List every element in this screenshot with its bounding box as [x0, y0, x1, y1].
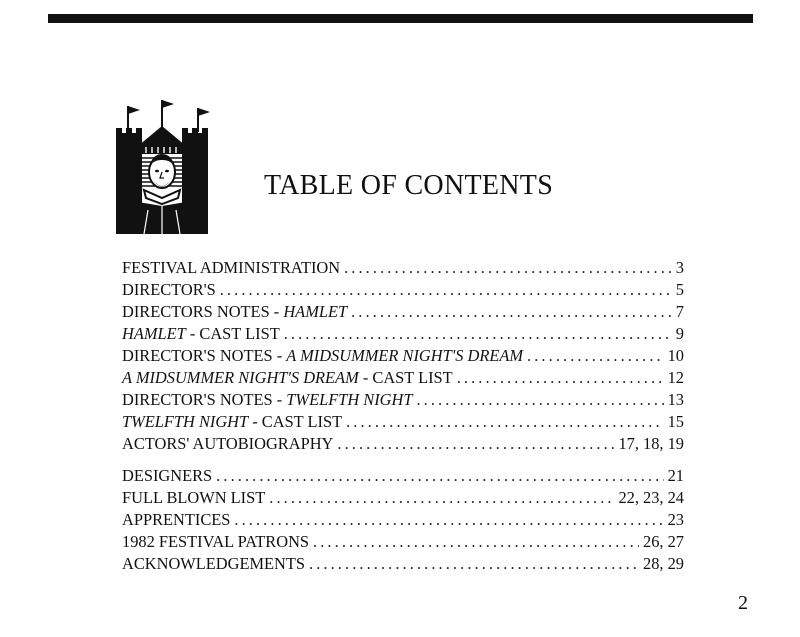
- toc-entry: [122, 411, 684, 433]
- toc-entry-page: 9: [675, 324, 684, 343]
- toc-entry: [122, 487, 684, 509]
- toc-entry-label: [122, 411, 342, 433]
- toc-entry: [122, 279, 684, 301]
- toc-entry-page: 13: [667, 390, 684, 409]
- toc-entry-label: [122, 345, 523, 367]
- toc-entry: [122, 553, 684, 575]
- toc-entry-title-italic: TWELFTH NIGHT: [122, 412, 249, 431]
- toc-leader-dots: [216, 465, 663, 487]
- toc-entry-label: [122, 553, 305, 575]
- toc-gap: [122, 455, 684, 465]
- toc-leader-dots: [346, 411, 664, 433]
- toc-leader-dots: [527, 345, 664, 367]
- toc-group: [122, 257, 684, 455]
- toc-entry-label: [122, 509, 230, 531]
- toc-leader-dots: [351, 301, 672, 323]
- toc-entry-label-suffix: - CAST LIST: [358, 368, 453, 387]
- toc-entry-page: 7: [675, 302, 684, 321]
- table-of-contents: [122, 257, 684, 575]
- top-rule: [48, 14, 753, 23]
- toc-entry-page: 12: [667, 368, 684, 387]
- toc-entry-label: [122, 279, 216, 301]
- toc-entry-label-text: DIRECTOR'S: [122, 280, 216, 299]
- toc-entry-label: [122, 323, 280, 345]
- toc-entry-label-text: FULL BLOWN LIST: [122, 488, 266, 507]
- toc-leader-dots: [269, 487, 614, 509]
- toc-entry-title-italic: TWELFTH NIGHT: [286, 390, 413, 409]
- toc-entry-page: 21: [667, 466, 684, 485]
- toc-leader-dots: [344, 257, 672, 279]
- toc-entry-label-text: DIRECTOR'S NOTES -: [122, 390, 287, 409]
- toc-entry-title-italic: A MIDSUMMER NIGHT'S DREAM: [286, 346, 524, 365]
- toc-entry: [122, 367, 684, 389]
- toc-leader-dots: [220, 279, 672, 301]
- page-title: TABLE OF CONTENTS: [264, 170, 554, 201]
- toc-entry-page: 10: [667, 346, 684, 365]
- toc-leader-dots: [309, 553, 639, 575]
- toc-leader-dots: [234, 509, 663, 531]
- toc-entry-label: [122, 301, 347, 323]
- toc-leader-dots: [337, 433, 614, 455]
- toc-entry-page: 22, 23, 24: [618, 488, 684, 507]
- toc-leader-dots: [457, 367, 664, 389]
- toc-entry-title-italic: A MIDSUMMER NIGHT'S DREAM: [122, 368, 359, 387]
- toc-entry: [122, 257, 684, 279]
- toc-entry: [122, 531, 684, 553]
- toc-entry-label-text: ACTORS' AUTOBIOGRAPHY: [122, 434, 334, 453]
- toc-entry: [122, 323, 684, 345]
- toc-entry-label-text: DIRECTORS NOTES -: [122, 302, 284, 321]
- castle-shakespeare-icon: [108, 98, 216, 240]
- toc-entry-label-text: 1982 FESTIVAL PATRONS: [122, 532, 310, 551]
- toc-leader-dots: [313, 531, 639, 553]
- toc-entry-page: 5: [675, 280, 684, 299]
- toc-entry-label-text: DESIGNERS: [122, 466, 213, 485]
- page-number: 2: [738, 592, 748, 614]
- toc-entry-label-suffix: - CAST LIST: [248, 412, 343, 431]
- toc-entry-page: 17, 18, 19: [618, 434, 684, 453]
- toc-entry-title-italic: HAMLET: [283, 302, 348, 321]
- toc-entry: [122, 389, 684, 411]
- toc-entry-label: [122, 487, 265, 509]
- toc-entry: [122, 301, 684, 323]
- toc-entry-label-text: ACKNOWLEDGEMENTS: [122, 554, 306, 573]
- toc-entry: [122, 433, 684, 455]
- toc-entry-page: 26, 27: [643, 532, 684, 551]
- toc-entry: [122, 465, 684, 487]
- toc-entry: [122, 345, 684, 367]
- toc-entry-page: 15: [667, 412, 684, 431]
- toc-entry-label: [122, 531, 309, 553]
- toc-group: [122, 465, 684, 575]
- toc-entry-page: 3: [675, 258, 684, 277]
- toc-entry-label: [122, 465, 212, 487]
- toc-entry-label: [122, 367, 453, 389]
- toc-entry-label-text: DIRECTOR'S NOTES -: [122, 346, 287, 365]
- toc-entry-label-text: APPRENTICES: [122, 510, 231, 529]
- toc-entry-page: 28, 29: [643, 554, 684, 573]
- toc-entry-label-suffix: - CAST LIST: [185, 324, 280, 343]
- toc-entry: [122, 509, 684, 531]
- toc-entry-label: [122, 433, 333, 455]
- toc-leader-dots: [416, 389, 663, 411]
- toc-entry-label: [122, 257, 340, 279]
- toc-leader-dots: [284, 323, 672, 345]
- toc-entry-page: 23: [667, 510, 684, 529]
- toc-entry-label: [122, 389, 412, 411]
- toc-entry-title-italic: HAMLET: [122, 324, 186, 343]
- toc-entry-label-text: FESTIVAL ADMINISTRATION: [122, 258, 341, 277]
